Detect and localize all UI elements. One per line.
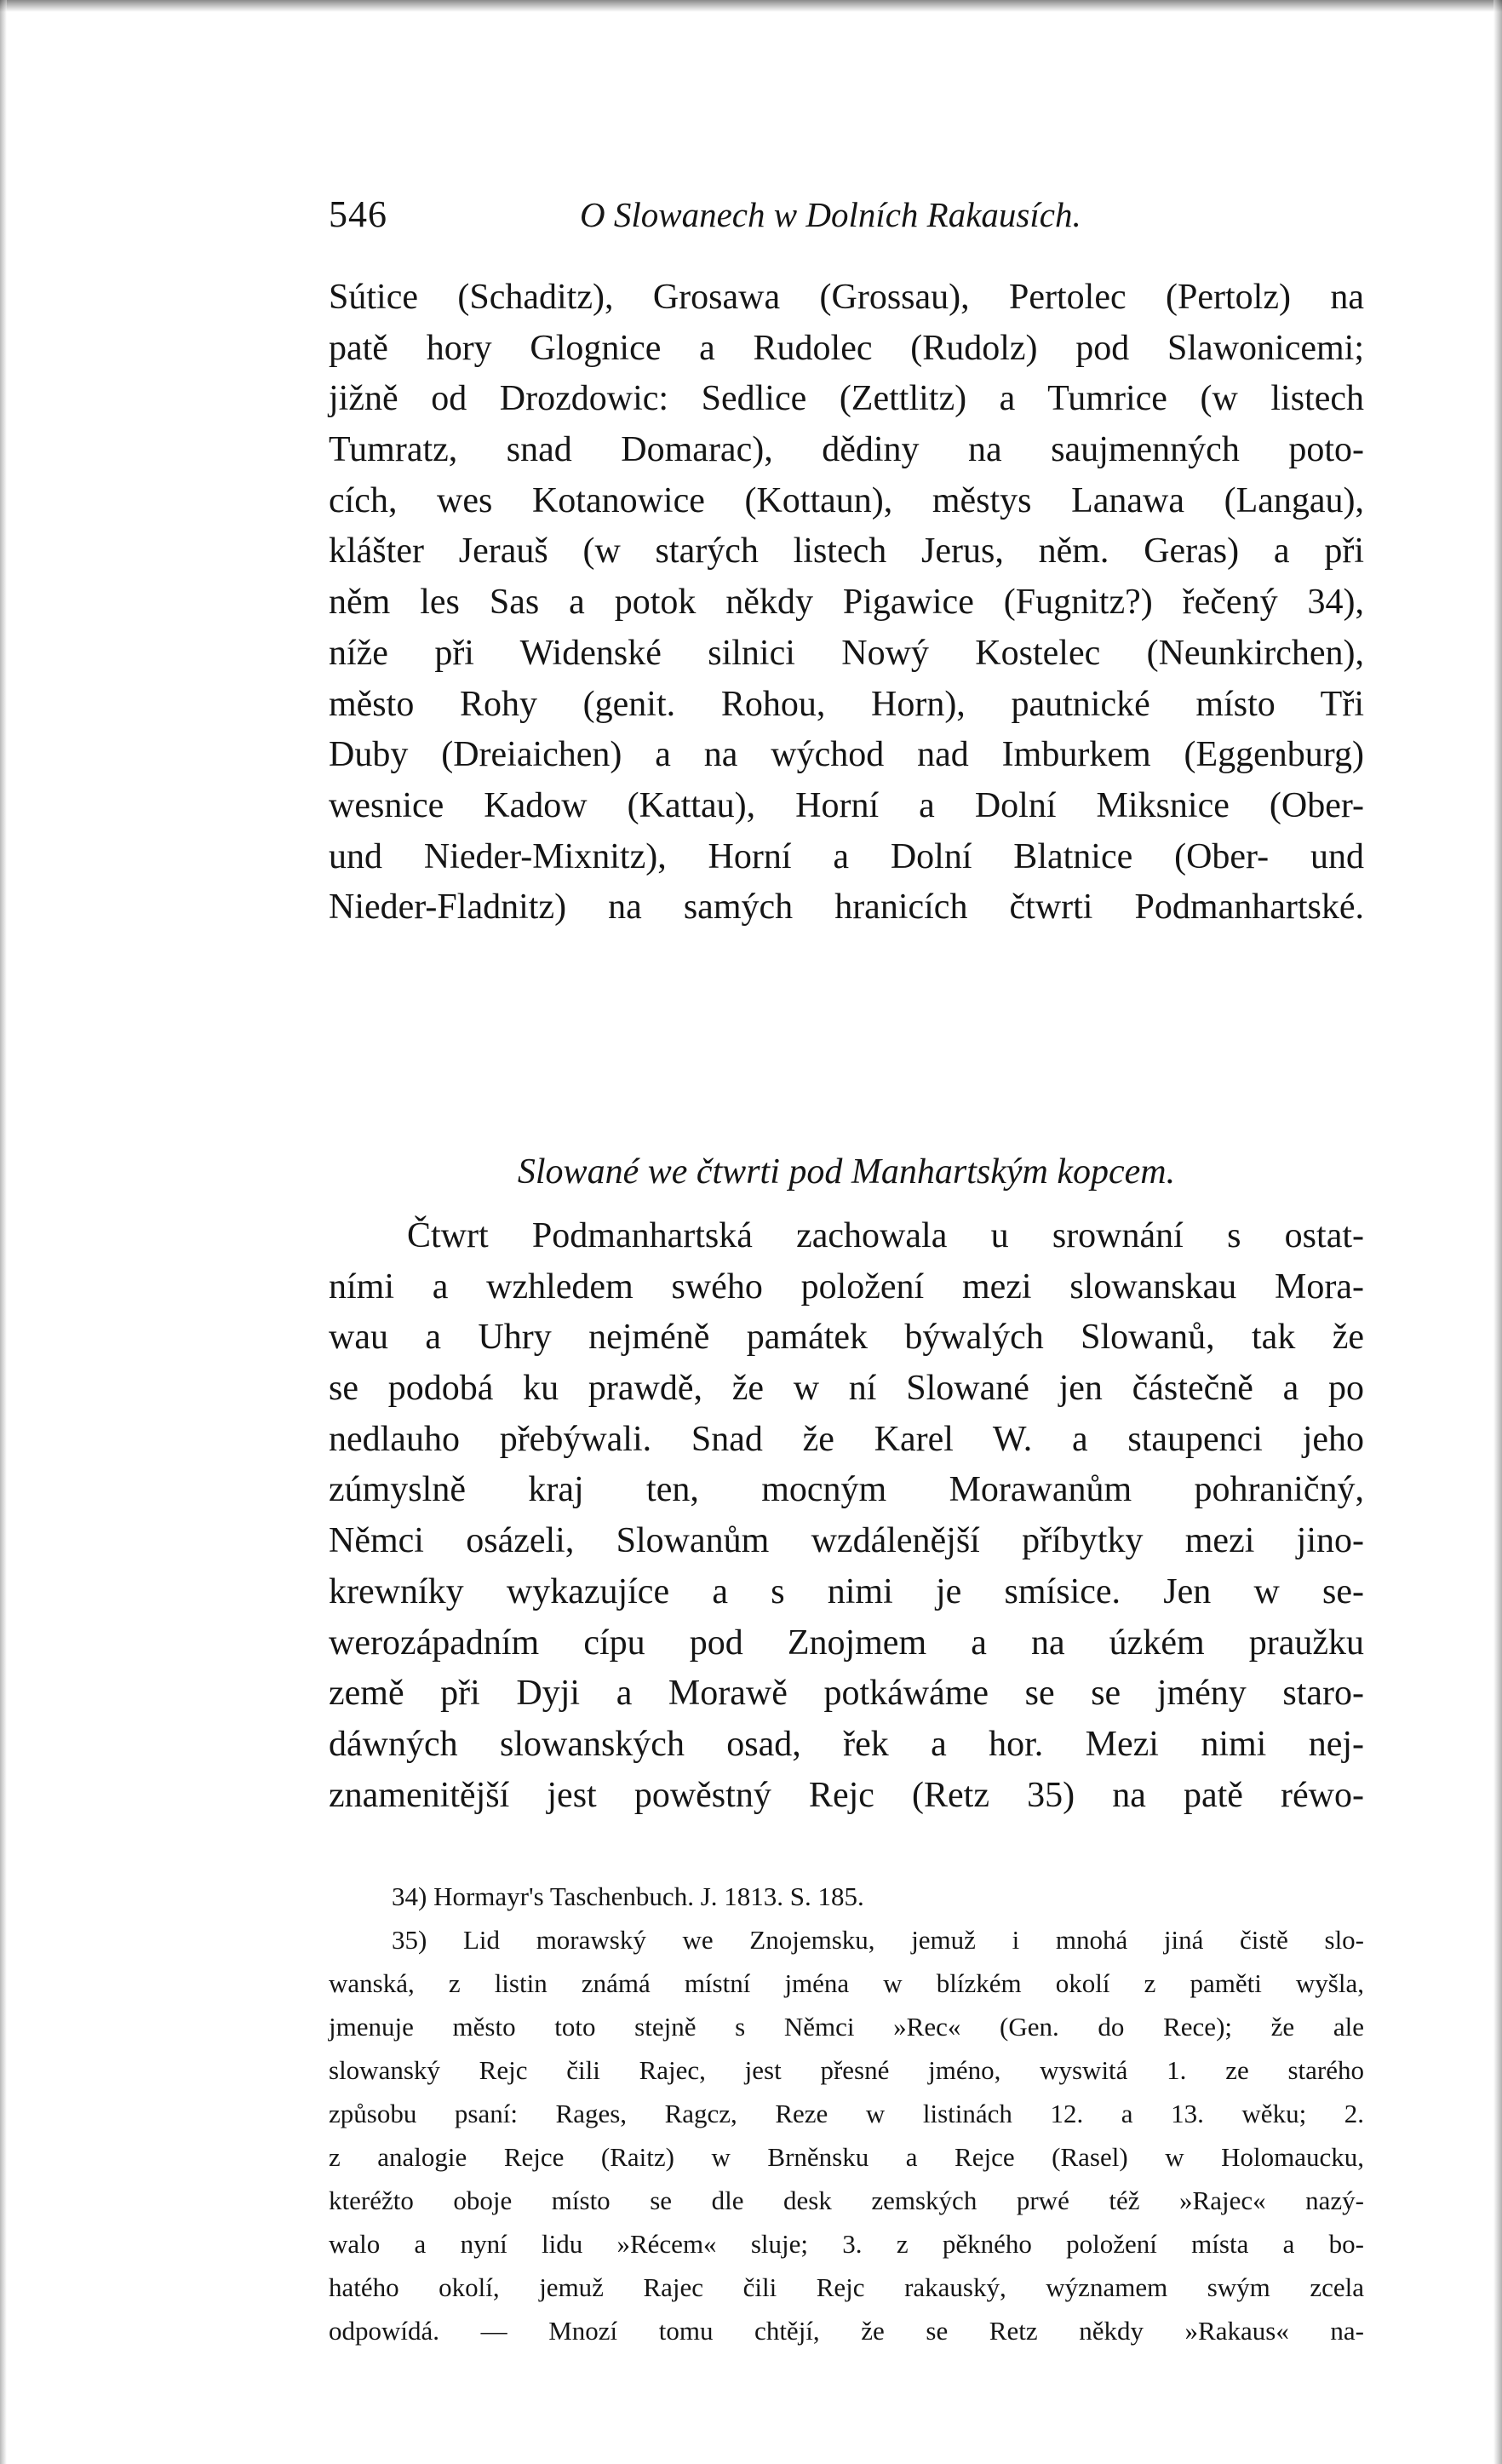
text-line: und Nieder-Mixnitz), Horní a Dolní Blatnice (Ober- und: [329, 836, 1364, 876]
text-line: jižně od Drozdowic: Sedlice (Zettlitz) a Tumrice (w listech: [329, 379, 1364, 419]
footnote-35-line: wanská, z listin známá místní jména w blízkém okolí z paměti wyšla,: [329, 1968, 1364, 1998]
text-line: wesnice Kadow (Kattau), Horní a Dolní Miksnice (Ober-: [329, 785, 1364, 825]
footnote-35-line: hatého okolí, jemuž Rajec čili Rejc rakauský, wýznamem swým zcela: [329, 2272, 1364, 2302]
text-line: zúmyslně kraj ten, mocným Morawanům pohraničný,: [329, 1470, 1364, 1510]
footnote-35-line: způsobu psaní: Rages, Ragcz, Reze w listinách 12. a 13. wěku; 2.: [329, 2099, 1364, 2128]
section-heading: Slowané we čtwrti pod Manhartským kopcem.: [517, 1152, 1176, 1192]
text-line: město Rohy (genit. Rohou, Horn), pautnické místo Tři: [329, 684, 1364, 724]
text-line: se podobá ku prawdě, že w ní Slowané jen částečně a po: [329, 1369, 1364, 1409]
footnote-35-line: jmenuje město toto stejně s Němci »Rec« (Gen. do Rece); že ale: [329, 2012, 1364, 2042]
footnote-35-line: slowanský Rejc čili Rajec, jest přesné jméno, wyswitá 1. ze starého: [329, 2055, 1364, 2085]
text-line: patě hory Glognice a Rudolec (Rudolz) pod Slawonicemi;: [329, 328, 1364, 368]
page-number: 546: [329, 193, 387, 235]
text-line: wau a Uhry nejméně památek býwalých Slowanů, tak že: [329, 1318, 1364, 1358]
text-line: něm les Sas a potok někdy Pigawice (Fugnitz?) řečený 34),: [329, 583, 1364, 623]
text-line: Němci osázeli, Slowanům wzdálenější příbytky mezi jino-: [329, 1521, 1364, 1561]
text-line: ními a wzhledem swého položení mezi slowanskau Mora-: [329, 1266, 1364, 1307]
text-line: Tumratz, snad Domarac), dědiny na saujmenných poto-: [329, 430, 1364, 470]
text-line: Duby (Dreiaichen) a na wýchod nad Imburkem (Eggenburg): [329, 735, 1364, 775]
footnote-34: 34) Hormayr's Taschenbuch. J. 1813. S. 185.: [392, 1881, 864, 1911]
footnote-35-line: 35) Lid morawský we Znojemsku, jemuž i mnohá jiná čistě slo-: [392, 1925, 1364, 1955]
scan-edge-top: [0, 0, 1502, 12]
text-line: dáwných slowanských osad, řek a hor. Mezi nimi nej-: [329, 1724, 1364, 1764]
text-line: níže při Widenské silnici Nowý Kostelec (Neunkirchen),: [329, 633, 1364, 673]
text-line: krewníky wykazujíce a s nimi je smísice. Jen w se-: [329, 1571, 1364, 1611]
text-line: Čtwrt Podmanhartská zachowala u srownání s ostat-: [407, 1216, 1364, 1255]
text-line: klášter Jerauš (w starých listech Jerus, něm. Geras) a při: [329, 531, 1364, 571]
text-line: cích, wes Kotanowice (Kottaun), městys Lanawa (Langau),: [329, 480, 1364, 520]
footnote-35-line: kteréžto oboje místo se dle desk zemských prwé též »Rajec« nazý-: [329, 2185, 1364, 2215]
text-line: znamenitější jest powěstný Rejc (Retz 35) na patě réwo-: [329, 1775, 1364, 1815]
text-line: země při Dyji a Morawě potkáwáme se se jmény staro-: [329, 1674, 1364, 1714]
page-header: [329, 192, 1364, 244]
text-line: werozápadním cípu pod Znojmem a na úzkém praužku: [329, 1623, 1364, 1663]
footnote-35-line: z analogie Rejce (Raitz) w Brněnsku a Rejce (Rasel) w Holomaucku,: [329, 2142, 1364, 2172]
running-title: O Slowanech w Dolních Rakausích.: [580, 195, 1081, 234]
scan-edge-left: [0, 0, 7, 2464]
paragraph-place-names: [329, 273, 1364, 933]
text-line: Sútice (Schaditz), Grosawa (Grossau), Pertolec (Pertolz) na: [329, 278, 1364, 317]
text-line: nedlauho přebýwali. Snad že Karel W. a staupenci jeho: [329, 1419, 1364, 1459]
footnotes: [329, 1875, 1364, 2352]
text-line: Nieder-Fladnitz) na samých hranicích čtwrti Podmanhartské.: [329, 887, 1364, 928]
paragraph-slavs-in-quarter: [329, 1211, 1364, 1821]
book-page: [329, 192, 1364, 2346]
scan-edge-right: [1493, 0, 1502, 2464]
footnote-35-line: walo a nyní lidu »Récem« sluje; 3. z pěkného položení místa a bo-: [329, 2229, 1364, 2259]
footnote-35-line: odpowídá. — Mnozí tomu chtějí, že se Retz někdy »Rakaus« na-: [329, 2316, 1364, 2346]
